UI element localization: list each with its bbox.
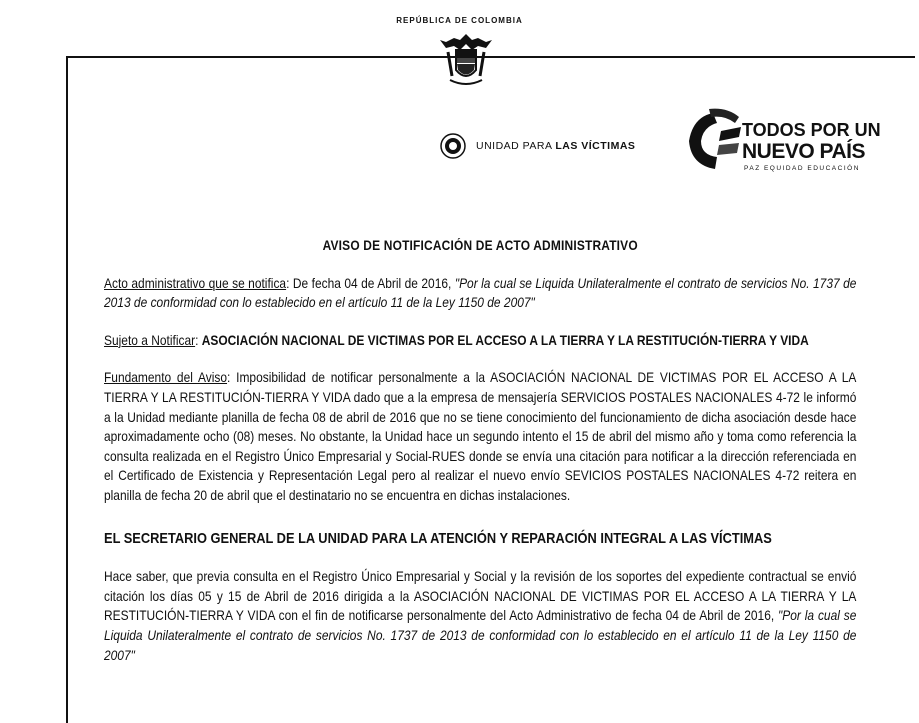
todos-tagline: PAZ EQUIDAD EDUCACIÓN [744,165,860,172]
document-frame-left [66,56,68,723]
sujeto-text: ASOCIACIÓN NACIONAL DE VICTIMAS POR EL ACCESO A LA TIERRA Y LA RESTITUCIÓN-TIERRA Y VIDA [201,332,809,348]
sujeto-label: Sujeto a Notificar [104,332,196,348]
fundamento-label: Fundamento del Aviso [104,370,228,386]
acto-text: De fecha 04 de Abril de 2016, [292,275,452,291]
republica-label: REPÚBLICA DE COLOMBIA [396,16,523,25]
secretario-heading: EL SECRETARIO GENERAL DE LA UNIDAD PARA LA ATENCIÓN Y REPARACIÓN INTEGRAL A LAS VÍCTIMAS [104,530,772,547]
unidad-bold: LAS VÍCTIMAS [555,140,636,152]
todos-line2: NUEVO PAÍS [742,140,865,163]
acto-paragraph: Acto administrativo que se notifica: De fecha 04 de Abril de 2016, "Por la cual se Liquida Unilateralmente el contrato de servicios No. 1737 de 2013 de conformidad con lo establecido en el artículo 11 de la Ley 1150 de 2007" [104,275,857,311]
hace-saber-italic: "Por la cual se Liquida Unilateralmente el contrato de servicios No. 1737 de 2013 de conformidad con lo establecido en el artículo 11 de la Ley 1150 de 2007" [104,608,857,663]
document-body [104,230,856,665]
document-frame-top [66,56,915,58]
hace-saber-paragraph [104,567,856,665]
fundamento-paragraph: Fundamento del Aviso: Imposibilidad de notificar personalmente a la ASOCIACIÓN NACIONAL DE VICTIMAS POR EL ACCESO A LA TIERRA Y LA RESTITUCIÓN-TIERRA Y VIDA dado que a la empresa de mensajería SERVICIOS POSTALES NACIONALES 4-72 le informó a la Unidad mediante planilla de fecha 08 de abril de 2016 que no se tiene conocimiento del funcionamiento de dicha asociación desde hace aproximadamente ocho (08) meses. No obstante, la Unidad hace un segundo intento el 15 de abril del mismo año y toma como referencia la consulta realizada en el Registro Único Empresarial y Social-RUES donde se envía una citación para notificar a la dirección referenciada en el Certificado de Existencia y Representación Legal pero al realizar el nuevo envío SEVICIOS POSTALES NACIONALES 4-72 reitera en planilla de fecha 20 de abril que el destinatario no se encuentra en dichas instalaciones. [104,370,857,503]
fundamento-text: Imposibilidad de notificar personalmente a la ASOCIACIÓN NACIONAL DE VICTIMAS POR EL ACCESO A LA TIERRA Y LA RESTITUCIÓN-TIERRA Y VIDA dado que a la empresa de mensajería SERVICIOS POSTALES NACIONALES 4-72 le informó a la Unidad mediante planilla de fecha 08 de abril de 2016 que no se tiene conocimiento del funcionamiento de dicha asociación desde hace aproximadamente ocho (08) meses. No obstante, la Unidad hace un segundo intento el 15 de abril del mismo año y toma como referencia la consulta realizada en el Registro Único Empresarial y Social-RUES donde se envía una citación para notificar a la dirección referenciada en el Certificado de Existencia y Representación Legal pero al realizar el nuevo envío SEVICIOS POSTALES NACIONALES 4-72 reitera en planilla de fecha 20 de abril que el destinatario no se encuentra en dichas instalaciones. [104,370,857,503]
seal-icon [440,133,466,159]
todos-line1: TODOS POR UN [742,120,881,140]
document-title: AVISO DE NOTIFICACIÓN DE ACTO ADMINISTRATIVO [322,238,638,253]
acto-italic: "Por la cual se Liquida Unilateralmente el contrato de servicios No. 1737 de 2013 de conformidad con lo establecido en el artículo 11 de la Ley 1150 de 2007" [104,275,857,311]
sujeto-paragraph: Sujeto a Notificar: ASOCIACIÓN NACIONAL DE VICTIMAS POR EL ACCESO A LA TIERRA Y LA RESTITUCIÓN-TIERRA Y VIDA [104,332,809,348]
todos-por-un-nuevo-pais-icon [683,107,743,175]
unidad-text [476,140,635,152]
coat-of-arms-icon [436,30,496,90]
unidad-victimas-logo [440,131,635,161]
todos-logo-text [742,120,881,162]
hace-saber-text: Hace saber, que previa consulta en el Registro Único Empresarial y Social y la revisión de los soportes del expediente contractual se envió citación los días 05 y 15 de Abril de 2016 dirigida a la ASOCIACIÓN NACIONAL DE VICTIMAS POR EL ACCESO A LA TIERRA Y LA RESTITUCIÓN-TIERRA Y VIDA con el fin de notificarse personalmente del Acto Administrativo de fecha 04 de Abril de 2016, [104,569,857,624]
acto-label: Acto administrativo que se notifica [104,275,287,291]
unidad-prefix: UNIDAD PARA [476,140,552,152]
